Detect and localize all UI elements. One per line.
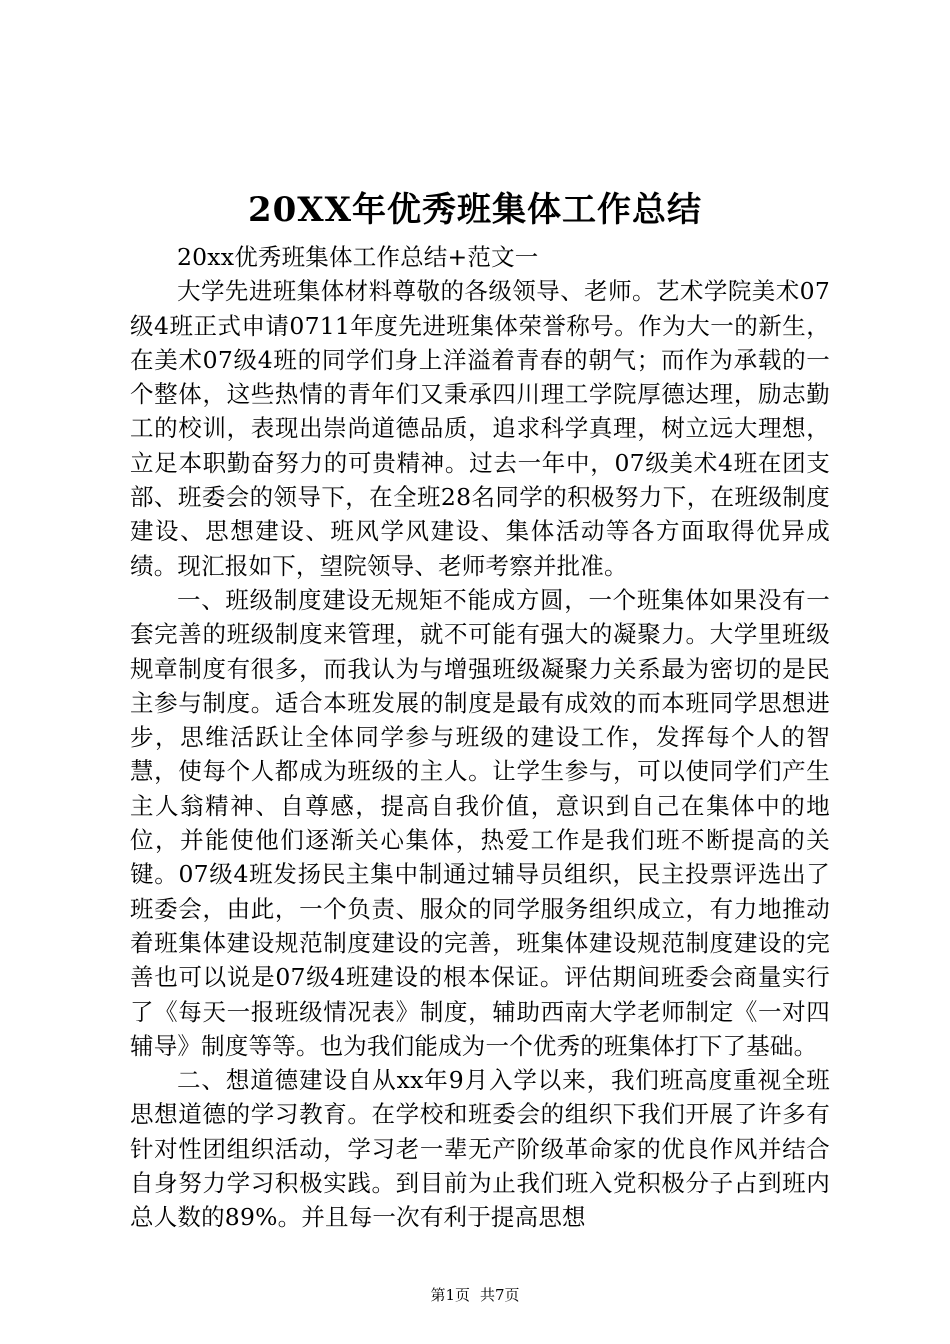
subtitle-paragraph: 20xx优秀班集体工作总结+范文一 <box>177 243 539 271</box>
document-title: 20XX年优秀班集体工作总结 <box>247 190 703 230</box>
section-one-paragraph: 一、班级制度建设无规矩不能成方圆，一个班集体如果没有一套完善的班级制度来管理，就不可能有强大的凝聚力。大学里班级规章制度有很多，而我认为与增强班级凝聚力关系最为密切的是民主参与制度。适合本班发展的制度是最有成效的而本班同学思想进步，思维活跃让全体同学参与班级的建设工作，发挥每个人的智慧，使每个人都成为班级的主人。让学生参与，可以使同学们产生主人翁精神、自尊感，提高自我价值，意识到自己在集体中的地位，并能使他们逐渐关心集体，热爱工作是我们班不断提高的关键。07级4班发扬民主集中制通过辅导员组织，民主投票评选出了班委会，由此，一个负责、服众的同学服务组织成立，有力地推动着班集体建设规范制度建设的完善，班集体建设规范制度建设的完善也可以说是07级4班建设的根本保证。评估期间班委会商量实行了《每天一报班级情况表》制度，辅助西南大学老师制定《一对四辅导》制度等等。也为我们能成为一个优秀的班集体打下了基础。 <box>130 585 830 1060</box>
section-two-paragraph: 二、想道德建设自从xx年9月入学以来，我们班高度重视全班思想道德的学习教育。在学校和班委会的组织下我们开展了许多有针对性团组织活动，学习老一辈无产阶级革命家的优良作风并结合自身努力学习积极实践。到目前为止我们班入党积极分子占到班内总人数的89%。并且每一次有利于提高思想 <box>130 1066 830 1232</box>
page-footer <box>0 1285 950 1305</box>
intro-paragraph: 大学先进班集体材料尊敬的各级领导、老师。艺术学院美术07级4班正式申请0711年度先进班集体荣誉称号。作为大一的新生，在美术07级4班的同学们身上洋溢着青春的朝气；而作为承载的一个整体，这些热情的青年们又秉承四川理工学院厚德达理，励志勤工的校训，表现出崇尚道德品质，追求科学真理，树立远大理想，立足本职勤奋努力的可贵精神。过去一年中，07级美术4班在团支部、班委会的领导下，在全班28名同学的积极努力下，在班级制度建设、思想建设、班风学风建设、集体活动等各方面取得优异成绩。现汇报如下，望院领导、老师考察并批准。 <box>130 277 830 580</box>
page-total: 共7页 <box>480 1286 520 1304</box>
document-body <box>130 240 830 1235</box>
page-number: 第1页 <box>430 1286 470 1304</box>
